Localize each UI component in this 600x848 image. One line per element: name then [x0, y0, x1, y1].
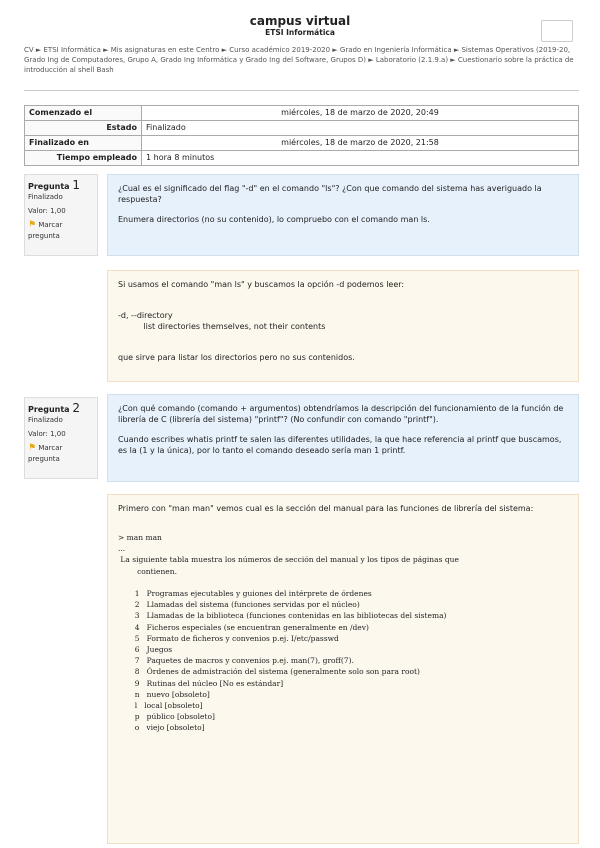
question-2-content [107, 394, 579, 482]
breadcrumb-text[interactable]: CV ► ETSI Informática ► Mis asignaturas en este Centro ► Curso académico 2019-2020 ► Grado en Ingeniería Informática ► Sistemas Operativos (2019-20, Grado Ing de Computadores, Grupo A, Grado Ing Informática y Grado Ing del Software, Grupos D) ► Laboratorio (2.1.9.a) ► Cuestionario sobre la práctica de introducción al shell Bash [24, 46, 574, 74]
summary-row-state [25, 121, 579, 136]
question-1-flag-button[interactable] [28, 220, 94, 242]
question-1-text: ¿Cual es el significado del flag "-d" en el comando "ls"? ¿Con que comando del sistema has averiguado la respuesta? [118, 184, 542, 204]
summary-row-finished [25, 136, 579, 151]
question-2-feedback [107, 494, 579, 844]
question-number: 2 [72, 401, 81, 415]
question-2-number [28, 401, 94, 415]
feedback-1-intro: Si usamos el comando "man ls" y buscamos la opción -d podemos leer: [118, 280, 405, 289]
time-value: 1 hora 8 minutos [142, 151, 579, 166]
started-value: miércoles, 18 de marzo de 2020, 20:49 [142, 106, 579, 121]
summary-row-time [25, 151, 579, 166]
menu-button[interactable] [541, 20, 573, 42]
flag-icon: ⚑ [28, 443, 37, 453]
question-1-value: Valor: 1,00 [28, 207, 66, 215]
question-1-content [107, 174, 579, 256]
flag-label[interactable]: Marcar pregunta [28, 221, 63, 240]
question-label: Pregunta [28, 182, 70, 191]
question-1-number [28, 178, 94, 192]
question-2-answer: Cuando escribes whatis printf te salen las diferentes utilidades, la que hace referencia al printf que buscamos, es la (1 y la única), por lo tanto el comando deseado sería man 1 printf. [118, 435, 562, 455]
question-number: 1 [72, 178, 81, 192]
question-1-status: Finalizado [28, 193, 63, 201]
state-value: Finalizado [142, 121, 579, 136]
site-subtitle: ETSI Informática [265, 28, 335, 37]
question-2-flag-button[interactable] [28, 443, 94, 465]
question-1-info [24, 174, 98, 256]
divider [24, 90, 579, 91]
feedback-2-intro: Primero con "man man" vemos cual es la sección del manual para las funciones de librería del sistema: [118, 504, 534, 513]
finished-label: Finalizado en [25, 136, 142, 151]
finished-value: miércoles, 18 de marzo de 2020, 21:58 [142, 136, 579, 151]
feedback-2-code: > man man ... La siguiente tabla muestra los números de sección del manual y los tipos de páginas que contienen. 1 Programas ejecutables y guiones del intérprete de órdenes 2 Llamadas del sistema (funciones servidas por el núcleo) 3 Llamadas de la biblioteca (funciones contenidas en las bibliotecas del sistema) 4 Ficheros especiales (se encuentran generalmente en /dev) 5 Formato de ficheros y convenios p.ej. I/etc/passwd 6 Juegos 7 Paquetes de macros y convenios p.ej. man(7), groff(7). 8 Órdenes de admistración del sistema (generalmente solo son para root) 9 Rutinas del núcleo [No es estándar] n nuevo [obsoleto] l local [obsoleto] p público [obsoleto] o viejo [obsoleto] [118, 533, 459, 733]
summary-row-started [25, 106, 579, 121]
site-header [0, 14, 600, 38]
feedback-1-code: -d, --directory list directories themselves, not their contents [118, 311, 326, 331]
time-label: Tiempo empleado [25, 151, 142, 166]
started-label: Comenzado el [25, 106, 142, 121]
question-2-text: ¿Con qué comando (comando + argumentos) obtendríamos la descripción del funcionamiento de la función de librería de C (librería del sistema) "printf"? (No confundir con comando "printf"). [118, 404, 564, 424]
feedback-1-outro: que sirve para listar los directorios pero no sus contenidos. [118, 353, 355, 362]
attempt-summary-table [24, 105, 579, 166]
site-title: campus virtual [249, 14, 351, 28]
breadcrumb[interactable] [24, 45, 579, 75]
question-label: Pregunta [28, 405, 70, 414]
question-2-value: Valor: 1,00 [28, 430, 66, 438]
question-1-feedback [107, 270, 579, 382]
question-1-answer: Enumera directorios (no su contenido), lo compruebo con el comando man ls. [118, 215, 430, 224]
flag-icon: ⚑ [28, 220, 37, 230]
flag-label[interactable]: Marcar pregunta [28, 444, 63, 463]
question-2-status: Finalizado [28, 416, 63, 424]
question-2-info [24, 397, 98, 479]
state-label: Estado [25, 121, 142, 136]
